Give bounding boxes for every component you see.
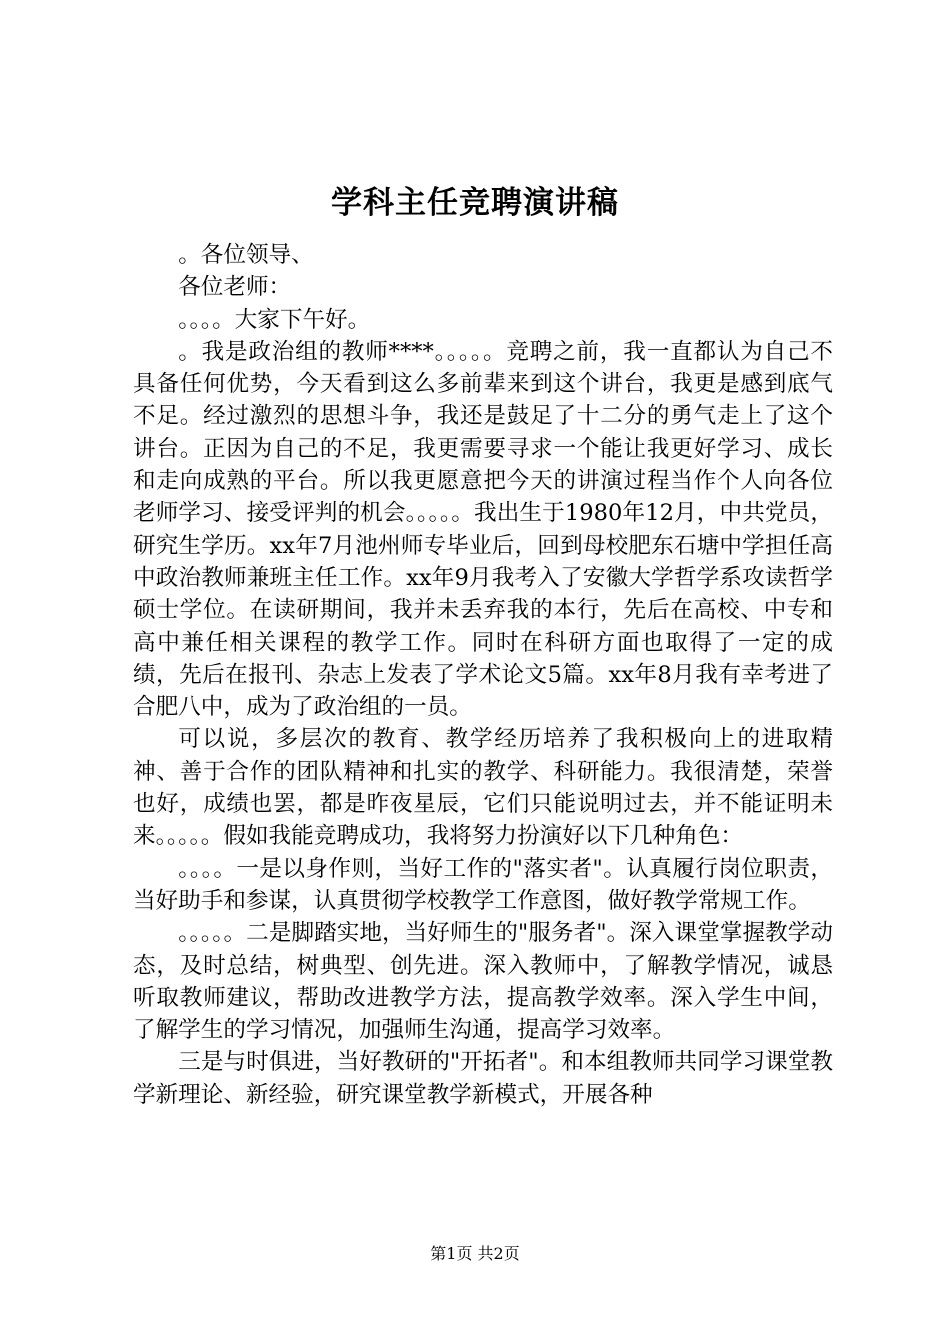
- paragraph-salutation-teachers: 各位老师：: [178, 274, 292, 301]
- paragraph-salutation-leaders: 。各位领导、: [178, 242, 314, 268]
- paragraph-introduction: 。我是政治组的教师****。。。。。竞聘之前，我一直都认为自己不具备任何优势，今天看到这么多前辈来到这个讲台，我更是感到底气不足。经过激烈的思想斗争，我还是鼓足了十二分的勇气走上了这个讲台。正因为自己的不足，我更需要寻求一个能让我更好学习、成长和走向成熟的平台。所以我更愿意把今天的讲演过程当作个人向各位老师学习、接受评判的机会。。。。。我出生于1980年12月，中共党员，研究生学历。xx年7月池州师专毕业后，回到母校肥东石塘中学担任高中政治教师兼班主任工作。xx年9月我考入了安徽大学哲学系攻读哲学硕士学位。在读研期间，我并未丢弃我的本行，先后在高校、中专和高中兼任相关课程的教学工作。同时在科研方面也取得了一定的成绩，先后在报刊、杂志上发表了学术论文5篇。xx年8月我有幸考进了合肥八中，成为了政治组的一员。: [133, 338, 833, 721]
- paragraph-role-two: 。。。。。二是脚踏实地，当好师生的"服务者"。深入课堂掌握教学动态，及时总结，树典型、创先进。深入教师中，了解教学情况，诚恳听取教师建议，帮助改进教学方法，提高教学效率。深入学生中间，了解学生的学习情况，加强师生沟通，提高学习效率。: [133, 920, 833, 1044]
- page-number: 第1页 共2页: [430, 1244, 520, 1263]
- paragraph-greeting: 。。。。大家下午好。: [178, 306, 371, 333]
- paragraph-role-one: 。。。。一是以身作则，当好工作的"落实者"。认真履行岗位职责，当好助手和参谋，认真贯彻学校教学工作意图，做好教学常规工作。: [133, 855, 833, 914]
- document-title: 学科主任竞聘演讲稿: [331, 185, 619, 221]
- paragraph-experience: 可以说，多层次的教育、教学经历培养了我积极向上的进取精神、善于合作的团队精神和扎实的教学、科研能力。我很清楚，荣誉也好，成绩也罢，都是昨夜星辰，它们只能说明过去，并不能证明未来。。。。。假如我能竞聘成功，我将努力扮演好以下几种角色：: [133, 726, 833, 850]
- paragraph-role-three: 三是与时俱进，当好教研的"开拓者"。和本组教师共同学习课堂教学新理论、新经验，研究课堂教学新模式，开展各种: [133, 1049, 833, 1108]
- document-body: [133, 239, 833, 1111]
